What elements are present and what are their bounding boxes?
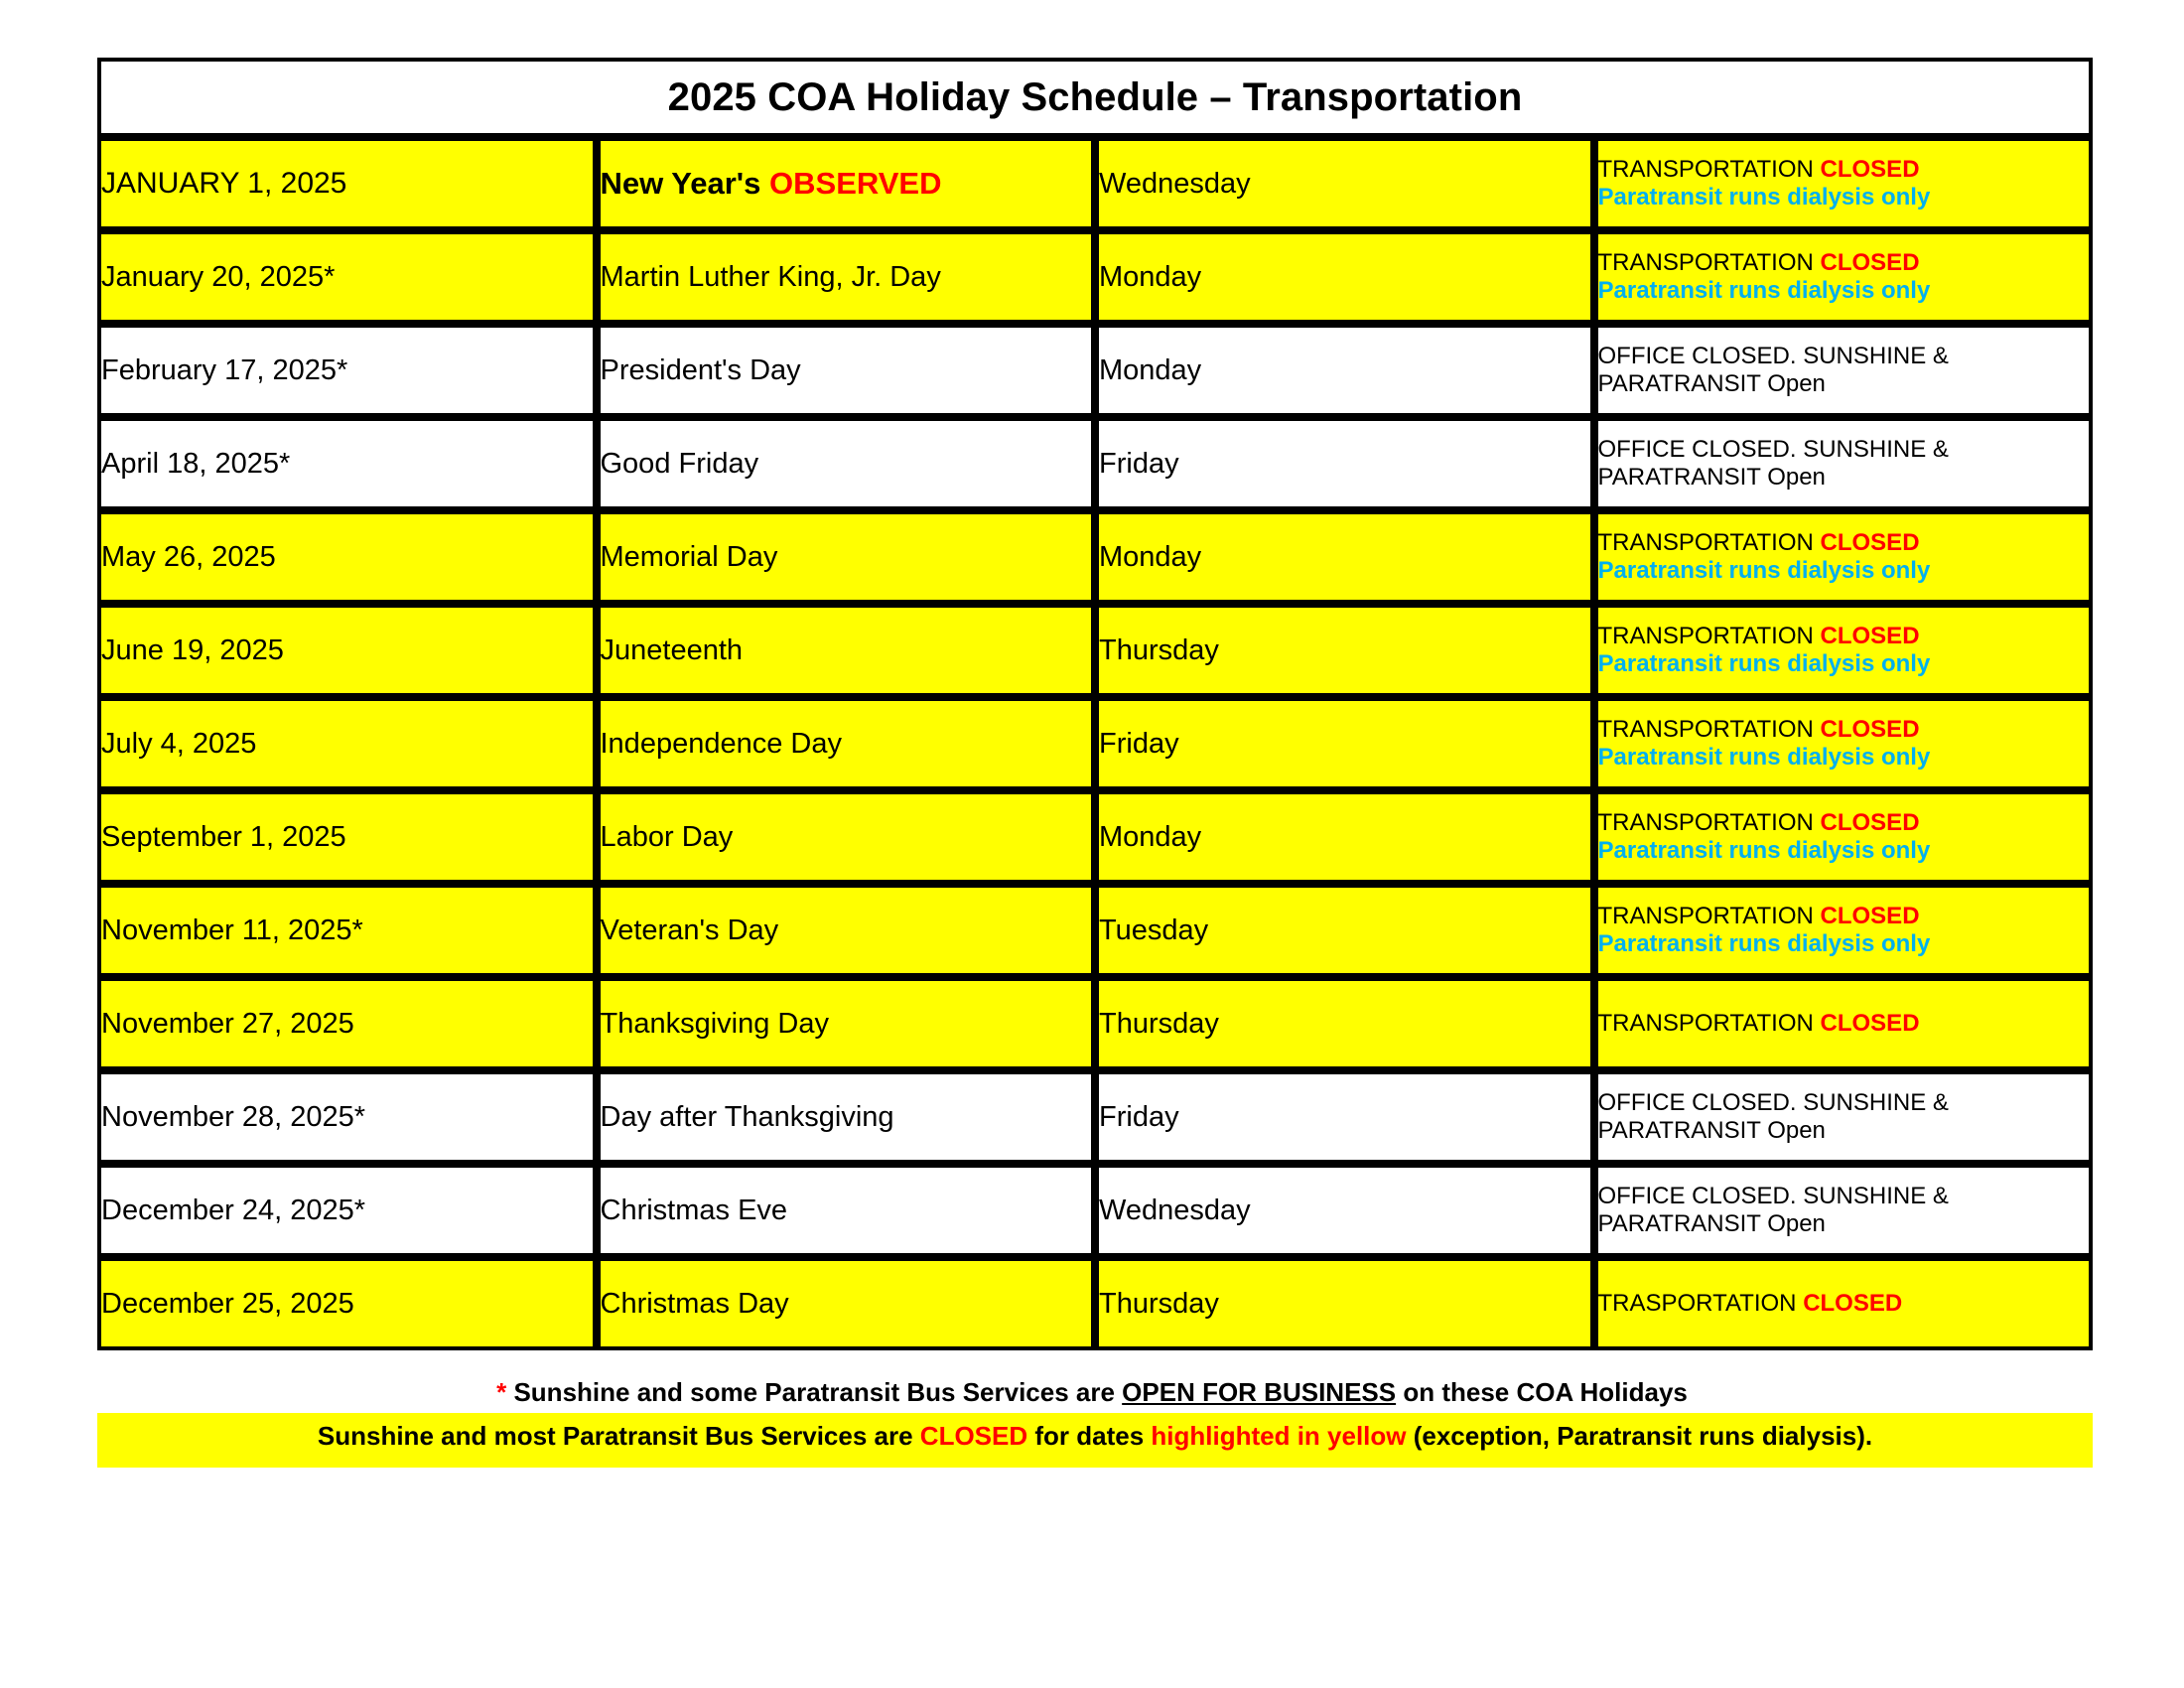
table-row <box>97 324 2093 417</box>
title-row <box>97 58 2093 137</box>
day-text: Tuesday <box>1099 914 1209 946</box>
cell-date <box>97 790 597 884</box>
cell-status <box>1594 1164 2094 1257</box>
date-text: November 11, 2025* <box>101 914 363 946</box>
cell-day <box>1095 137 1594 230</box>
holiday-text: Juneteenth <box>600 633 744 666</box>
cell-date <box>97 137 597 230</box>
status-line <box>1598 436 2090 464</box>
status-badge: CLOSED <box>1803 1289 1903 1317</box>
day-text: Thursday <box>1099 633 1219 666</box>
table-row <box>97 604 2093 697</box>
status-prefix: OFFICE CLOSED. SUNSHINE & <box>1597 1182 1949 1209</box>
date-text: November 27, 2025 <box>101 1007 354 1040</box>
footnote-text-a: Sunshine and some Paratransit Bus Services are <box>506 1377 1123 1407</box>
cell-date <box>97 697 597 790</box>
status-badge: CLOSED <box>1820 248 1920 276</box>
day-text: Monday <box>1099 540 1202 573</box>
day-text: Thursday <box>1099 1007 1219 1040</box>
status-note: Paratransit runs dialysis only <box>1597 837 1931 864</box>
footnote-line-1 <box>97 1376 2087 1409</box>
status-badge: CLOSED <box>1820 808 1920 836</box>
status-line <box>1598 903 2090 930</box>
table-row <box>97 790 2093 884</box>
cell-status <box>1594 324 2094 417</box>
date-text: June 19, 2025 <box>101 633 284 666</box>
status-prefix: TRANSPORTATION <box>1597 715 1821 743</box>
day-text: Monday <box>1099 260 1202 293</box>
holiday-text: Independence Day <box>600 727 842 760</box>
date-text: July 4, 2025 <box>101 727 257 760</box>
table-row <box>97 697 2093 790</box>
cell-holiday <box>597 790 1096 884</box>
day-text: Monday <box>1099 820 1202 853</box>
cell-status <box>1594 1257 2094 1350</box>
cell-day <box>1095 510 1594 604</box>
holiday-observed-text: OBSERVED <box>769 166 942 201</box>
holiday-text: President's Day <box>600 353 801 386</box>
cell-holiday <box>597 1164 1096 1257</box>
status-badge: CLOSED <box>1820 1009 1920 1037</box>
table-row <box>97 510 2093 604</box>
cell-date <box>97 324 597 417</box>
date-text: November 28, 2025* <box>101 1100 365 1133</box>
status-note: PARATRANSIT Open <box>1597 1117 1826 1144</box>
table-row <box>97 137 2093 230</box>
cell-holiday <box>597 417 1096 510</box>
status-note: Paratransit runs dialysis only <box>1597 650 1931 677</box>
cell-holiday <box>597 324 1096 417</box>
cell-status <box>1594 230 2094 324</box>
table-row <box>97 417 2093 510</box>
cell-status <box>1594 697 2094 790</box>
status-line <box>1598 156 2090 184</box>
status-prefix: TRANSPORTATION <box>1597 528 1821 556</box>
footnote-text-c: Sunshine and most Paratransit Bus Services are <box>317 1421 920 1452</box>
status-badge: CLOSED <box>1820 715 1920 743</box>
status-note: PARATRANSIT Open <box>1597 1210 1826 1237</box>
holiday-text: Christmas Day <box>600 1287 789 1320</box>
cell-day <box>1095 697 1594 790</box>
status-prefix: TRANSPORTATION <box>1597 155 1821 183</box>
status-line <box>1598 809 2090 837</box>
status-line <box>1598 623 2090 650</box>
status-line <box>1598 1183 2090 1210</box>
cell-status <box>1594 884 2094 977</box>
status-line <box>1598 716 2090 744</box>
cell-day <box>1095 1257 1594 1350</box>
cell-holiday <box>597 1070 1096 1164</box>
holiday-text: Thanksgiving Day <box>600 1007 829 1040</box>
holiday-text: Good Friday <box>600 447 759 480</box>
status-note: PARATRANSIT Open <box>1597 464 1826 491</box>
table-row <box>97 230 2093 324</box>
day-text: Thursday <box>1099 1287 1219 1320</box>
footnote-text-d: for dates <box>1027 1421 1152 1452</box>
table-row <box>97 977 2093 1070</box>
cell-date <box>97 1070 597 1164</box>
footnote-text-e: (exception, Paratransit runs dialysis). <box>1406 1421 1873 1452</box>
cell-day <box>1095 324 1594 417</box>
holiday-text: Memorial Day <box>600 540 778 573</box>
table-row <box>97 1070 2093 1164</box>
cell-date <box>97 510 597 604</box>
cell-day <box>1095 884 1594 977</box>
status-prefix: TRANSPORTATION <box>1597 622 1821 649</box>
status-line <box>1598 249 2090 277</box>
holiday-text: Veteran's Day <box>600 914 779 946</box>
footnote-emphasis: OPEN FOR BUSINESS <box>1122 1377 1397 1407</box>
cell-status <box>1594 604 2094 697</box>
status-note: Paratransit runs dialysis only <box>1597 930 1931 957</box>
day-text: Friday <box>1099 727 1179 760</box>
cell-date <box>97 977 597 1070</box>
cell-holiday <box>597 977 1096 1070</box>
cell-day <box>1095 1070 1594 1164</box>
cell-day <box>1095 790 1594 884</box>
cell-holiday <box>597 884 1096 977</box>
date-text: January 20, 2025* <box>101 260 336 293</box>
status-prefix: TRANSPORTATION <box>1597 808 1821 836</box>
status-line <box>1598 343 2090 370</box>
date-text: February 17, 2025* <box>101 353 348 386</box>
day-text: Friday <box>1099 1100 1179 1133</box>
footnote-highlight-badge: highlighted in yellow <box>1151 1421 1407 1452</box>
holiday-text: Martin Luther King, Jr. Day <box>600 260 941 293</box>
cell-holiday <box>597 697 1096 790</box>
cell-date <box>97 1164 597 1257</box>
status-badge: CLOSED <box>1820 528 1920 556</box>
cell-date <box>97 604 597 697</box>
cell-date <box>97 1257 597 1350</box>
cell-status <box>1594 137 2094 230</box>
day-text: Monday <box>1099 353 1202 386</box>
cell-day <box>1095 230 1594 324</box>
status-note: Paratransit runs dialysis only <box>1597 277 1931 304</box>
cell-holiday <box>597 137 1096 230</box>
date-text: JANUARY 1, 2025 <box>101 167 347 200</box>
status-prefix: OFFICE CLOSED. SUNSHINE & <box>1597 1088 1949 1116</box>
day-text: Friday <box>1099 447 1179 480</box>
date-text: May 26, 2025 <box>101 540 276 573</box>
status-prefix: TRANSPORTATION <box>1597 1009 1821 1037</box>
status-prefix: OFFICE CLOSED. SUNSHINE & <box>1597 435 1949 463</box>
status-prefix: TRASPORTATION <box>1597 1289 1804 1317</box>
status-prefix: TRANSPORTATION <box>1597 248 1821 276</box>
cell-date <box>97 230 597 324</box>
status-prefix: TRANSPORTATION <box>1597 902 1821 929</box>
date-text: December 25, 2025 <box>101 1287 354 1320</box>
cell-day <box>1095 604 1594 697</box>
date-text: December 24, 2025* <box>101 1194 365 1226</box>
holiday-text: Day after Thanksgiving <box>600 1100 894 1133</box>
status-line <box>1598 1290 2090 1318</box>
footnote-text-b: on these COA Holidays <box>1396 1377 1688 1407</box>
cell-holiday <box>597 604 1096 697</box>
cell-date <box>97 884 597 977</box>
status-note: Paratransit runs dialysis only <box>1597 184 1931 211</box>
table-row <box>97 1257 2093 1350</box>
cell-status <box>1594 510 2094 604</box>
cell-status <box>1594 790 2094 884</box>
cell-day <box>1095 1164 1594 1257</box>
holiday-text: New Year's <box>600 166 770 201</box>
table-row <box>97 884 2093 977</box>
cell-status <box>1594 1070 2094 1164</box>
status-badge: CLOSED <box>1820 902 1920 929</box>
status-badge: CLOSED <box>1820 622 1920 649</box>
holiday-text: Christmas Eve <box>600 1194 788 1226</box>
cell-status <box>1594 417 2094 510</box>
status-note: Paratransit runs dialysis only <box>1597 557 1931 584</box>
table-row <box>97 1164 2093 1257</box>
status-prefix: OFFICE CLOSED. SUNSHINE & <box>1597 342 1949 369</box>
cell-status <box>1594 977 2094 1070</box>
holiday-schedule-table <box>97 58 2093 1350</box>
cell-day <box>1095 977 1594 1070</box>
status-note: Paratransit runs dialysis only <box>1597 744 1931 771</box>
date-text: September 1, 2025 <box>101 820 346 853</box>
cell-day <box>1095 417 1594 510</box>
status-note: PARATRANSIT Open <box>1597 370 1826 397</box>
asterisk-marker: * <box>496 1377 507 1407</box>
page-title: 2025 COA Holiday Schedule – Transportation <box>97 58 2093 137</box>
holiday-text: Labor Day <box>600 820 734 853</box>
footnote-highlight-block <box>97 1413 2093 1467</box>
table-body <box>97 58 2093 1350</box>
cell-date <box>97 417 597 510</box>
cell-holiday <box>597 510 1096 604</box>
date-text: April 18, 2025* <box>101 447 291 480</box>
day-text: Wednesday <box>1099 167 1251 200</box>
status-line <box>1598 1089 2090 1117</box>
status-badge: CLOSED <box>1820 155 1920 183</box>
footnote-closed-badge: CLOSED <box>919 1421 1028 1452</box>
status-line <box>1598 1010 2090 1038</box>
status-line <box>1598 529 2090 557</box>
cell-holiday <box>597 230 1096 324</box>
cell-holiday <box>597 1257 1096 1350</box>
day-text: Wednesday <box>1099 1194 1251 1226</box>
